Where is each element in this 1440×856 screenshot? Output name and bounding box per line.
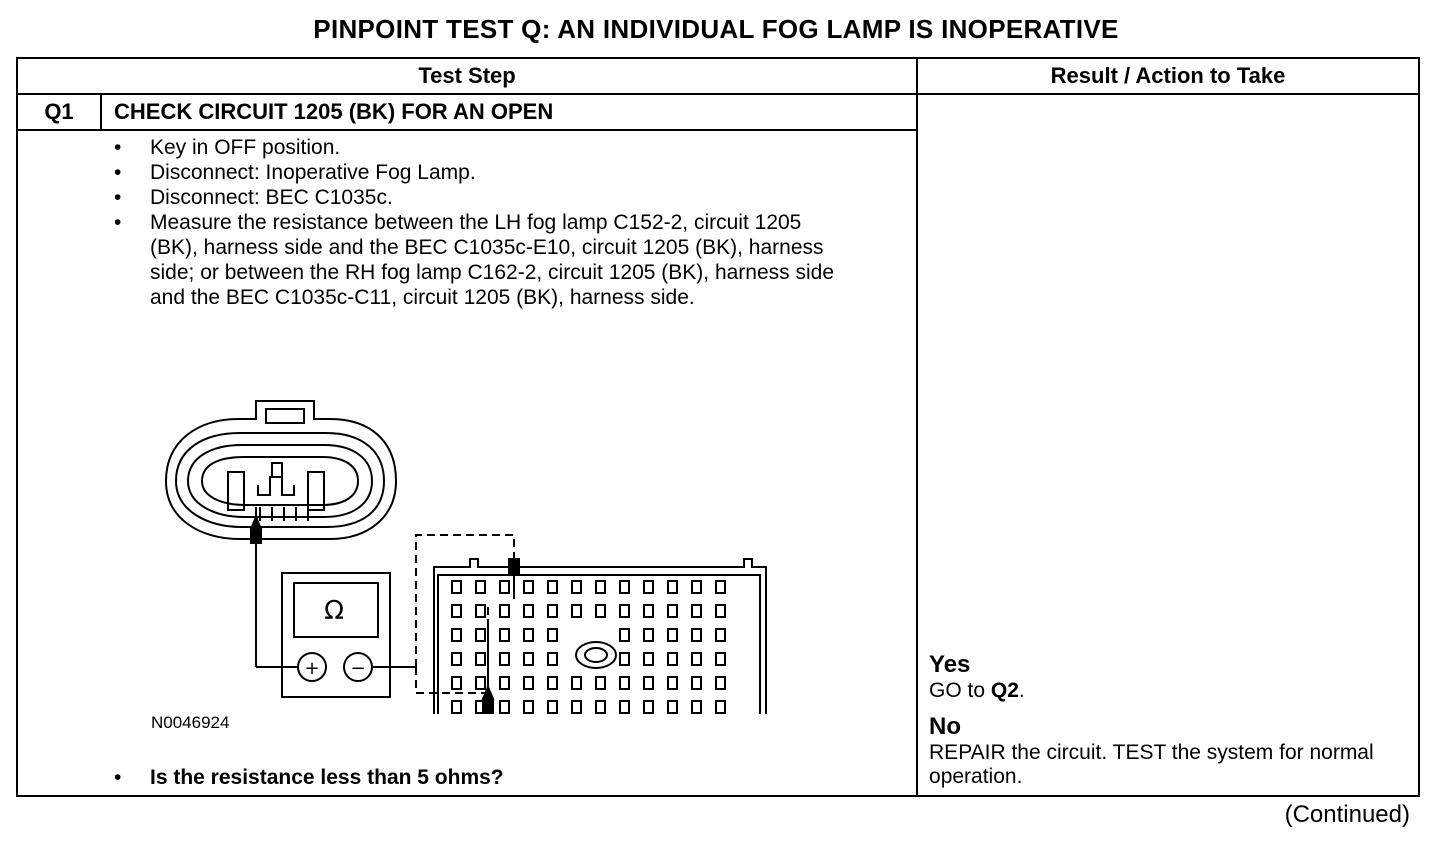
connector-pin [716, 581, 725, 593]
connector-pin [596, 677, 605, 689]
yes-action-prefix: GO to [929, 679, 991, 702]
connector-pin [692, 605, 701, 617]
connector-pin [668, 653, 677, 665]
connector-pin [596, 581, 605, 593]
connector-pin [668, 605, 677, 617]
step-title-row [17, 94, 1419, 130]
connector-pin [524, 653, 533, 665]
step-title: CHECK CIRCUIT 1205 (BK) FOR AN OPEN [101, 94, 917, 130]
connector-pin [692, 677, 701, 689]
yes-action-target: Q2 [990, 679, 1019, 702]
connector-pin [620, 581, 629, 593]
connector-pin [476, 629, 485, 641]
step-id: Q1 [17, 94, 101, 130]
connector-pin [500, 605, 509, 617]
step-question: • Is the resistance less than 5 ohms? [110, 766, 504, 790]
connector-pin [572, 701, 581, 713]
connector-pin [668, 629, 677, 641]
connector-pin [524, 605, 533, 617]
instruction-item: • Measure the resistance between the LH fog lamp C152-2, circuit 1205 (BK), harness side and the BEC C1035c-E10, circuit 1205 (BK), harness side; or between the RH fog lamp C162-2, circuit 1205 (BK), harness side and the BEC C1035c-C11, circuit 1205 (BK), harness side. [110, 210, 850, 310]
continued-note: (Continued) [1284, 801, 1410, 828]
header-test-step: Test Step [17, 58, 917, 94]
connector-pin [524, 677, 533, 689]
multimeter-icon [282, 573, 390, 697]
wiring-diagram [158, 369, 778, 714]
connector-pin [452, 701, 461, 713]
probe-minus-symbol: − [350, 658, 366, 679]
page-title: PINPOINT TEST Q: AN INDIVIDUAL FOG LAMP IS INOPERATIVE [313, 14, 1119, 44]
connector-pin [692, 629, 701, 641]
pinpoint-test-table [16, 57, 1420, 797]
connector-pin [692, 653, 701, 665]
connector-pin [572, 605, 581, 617]
connector-pin [716, 605, 725, 617]
results-box [929, 651, 1399, 789]
connector-pin [620, 629, 629, 641]
yes-action-suffix: . [1018, 679, 1025, 702]
connector-pin [596, 605, 605, 617]
connector-pin [452, 653, 461, 665]
connector-pin [692, 701, 701, 713]
connector-pin [716, 629, 725, 641]
instruction-item: • Disconnect: Inoperative Fog Lamp. [110, 160, 850, 185]
connector-pin [644, 677, 653, 689]
connector-pin [644, 581, 653, 593]
connector-pin [524, 629, 533, 641]
ohm-symbol: Ω [324, 596, 344, 626]
connector-pin [476, 677, 485, 689]
connector-pin [548, 629, 557, 641]
probe-plus-symbol: + [304, 658, 320, 679]
yes-action [929, 679, 1399, 703]
connector-pin [548, 653, 557, 665]
instruction-item: • Disconnect: BEC C1035c. [110, 185, 850, 210]
connector-pin [620, 605, 629, 617]
connector-pin [644, 605, 653, 617]
bec-pin-grid [452, 581, 725, 713]
step-instructions [110, 135, 850, 310]
connector-pin [500, 653, 509, 665]
connector-pin [500, 701, 509, 713]
header-result-action: Result / Action to Take [917, 58, 1419, 94]
no-label: No [929, 713, 962, 740]
connector-pin [716, 653, 725, 665]
connector-pin [476, 653, 485, 665]
connector-pin [500, 629, 509, 641]
connector-pin [452, 629, 461, 641]
connector-pin [548, 701, 557, 713]
connector-pin [620, 677, 629, 689]
yes-label: Yes [929, 651, 971, 678]
connector-pin [668, 701, 677, 713]
connector-pin [452, 677, 461, 689]
table-header-row [17, 58, 1419, 94]
instruction-item: • Key in OFF position. [110, 135, 850, 160]
connector-pin [500, 677, 509, 689]
connector-pin [620, 701, 629, 713]
connector-pin [548, 677, 557, 689]
connector-pin [452, 605, 461, 617]
connector-pin [692, 581, 701, 593]
bec-connector-icon [434, 559, 766, 714]
connector-pin [524, 581, 533, 593]
connector-pin [548, 605, 557, 617]
connector-pin [716, 701, 725, 713]
connector-pin [668, 677, 677, 689]
result-cell [917, 94, 1419, 796]
connector-pin [716, 677, 725, 689]
connector-pin [524, 701, 533, 713]
connector-pin [476, 581, 485, 593]
connector-pin [644, 653, 653, 665]
connector-pin [668, 581, 677, 593]
connector-pin [596, 701, 605, 713]
step-content [17, 130, 917, 796]
figure-id: N0046924 [151, 713, 230, 732]
connector-pin [548, 581, 557, 593]
fog-lamp-connector-icon [166, 401, 396, 539]
connector-pin [452, 581, 461, 593]
connector-pin [500, 581, 509, 593]
connector-pin [476, 605, 485, 617]
connector-pin [644, 701, 653, 713]
connector-pin [644, 629, 653, 641]
no-action: REPAIR the circuit. TEST the system for normal operation. [929, 741, 1374, 788]
connector-pin [620, 653, 629, 665]
connector-pin [572, 677, 581, 689]
connector-pin [572, 581, 581, 593]
